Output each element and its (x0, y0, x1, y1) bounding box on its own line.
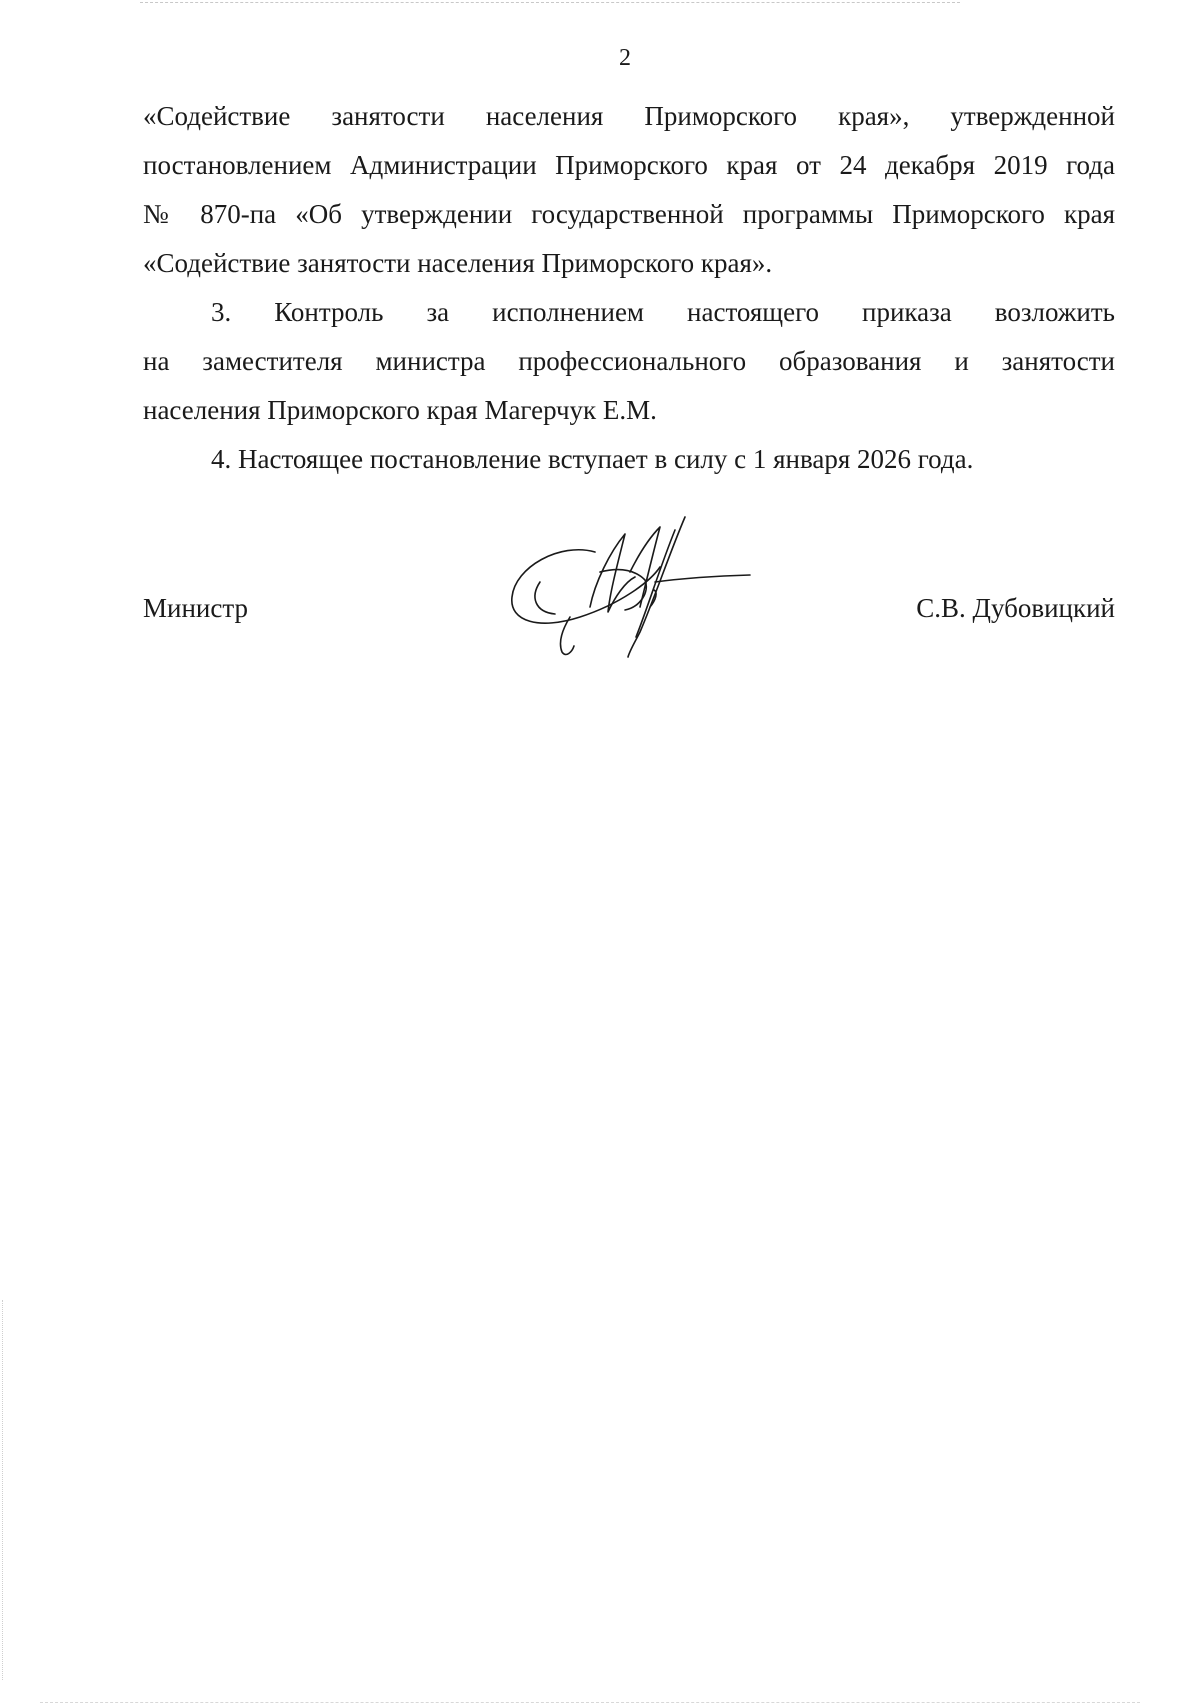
text-line: 4. Настоящее постановление вступает в силу с 1 января 2026 года. (211, 444, 974, 474)
text-line: «Содействие занятости населения Приморского края». (143, 248, 773, 278)
text-line: на заместителя министра профессионального образования и занятости (143, 346, 1115, 376)
scan-artifact-top-line (140, 2, 960, 3)
paragraph-program-reference (143, 92, 1115, 288)
signatory-name: С.В. Дубовицкий (916, 593, 1115, 623)
scan-artifact-bottom-line (40, 1702, 1140, 1703)
page-number: 2 (619, 45, 631, 71)
paragraph-4-effective-date (143, 435, 1115, 484)
text-line: постановлением Администрации Приморского края от 24 декабря 2019 года (143, 150, 1115, 180)
paragraph-3-control (143, 288, 1115, 435)
signatory-role: Министр (143, 593, 248, 623)
text-line: № 870-па «Об утверждении государственной программы Приморского края (143, 199, 1115, 229)
text-line: «Содействие занятости населения Приморского края», утвержденной (143, 101, 1115, 131)
scan-artifact-left-edge (2, 1300, 3, 1680)
text-line: населения Приморского края Магерчук Е.М. (143, 395, 657, 425)
document-body (143, 92, 1115, 484)
signature-block (143, 580, 1115, 640)
text-line: 3. Контроль за исполнением настоящего приказа возложить (211, 297, 1115, 327)
